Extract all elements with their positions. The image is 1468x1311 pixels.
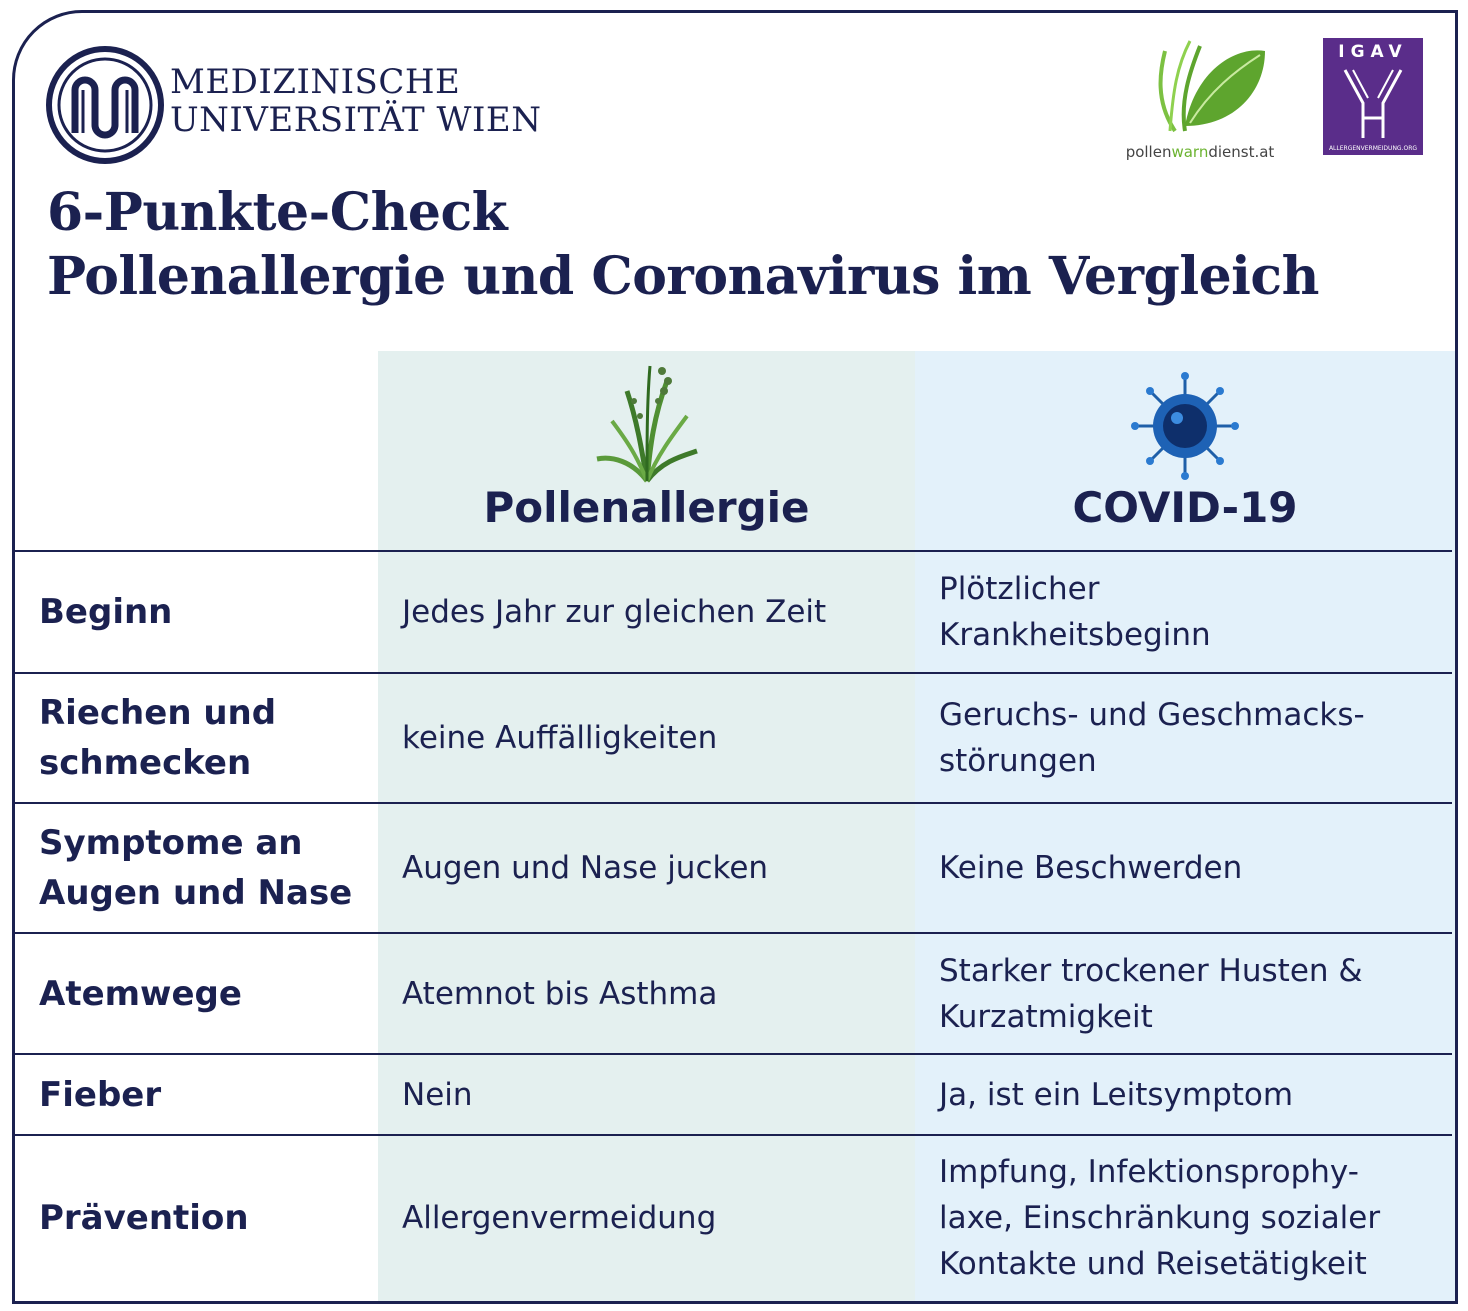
column-header-covid-label: COVID-19 (1072, 483, 1298, 532)
pollen-cell: keine Auffälligkeiten (378, 673, 915, 803)
pollen-suffix: dienst.at (1208, 143, 1275, 161)
page-title (47, 181, 1319, 309)
covid-cell-line1: Impfung, Infektionsprophy- (939, 1154, 1359, 1190)
row-label-line1: Atemwege (39, 973, 242, 1014)
row-label-line1: Riechen und (39, 693, 277, 733)
university-name (170, 63, 541, 139)
university-name-line2: UNIVERSITÄT WIEN (170, 100, 542, 140)
covid-cell (915, 1135, 1452, 1300)
pollen-cell: Augen und Nase jucken (378, 803, 915, 933)
column-header-covid (915, 351, 1455, 551)
igav-title: IGAV (1338, 42, 1408, 62)
covid-cell-line1: Geruchs- und Geschmacks- (939, 697, 1365, 733)
row-label-line2: Augen und Nase (39, 873, 353, 913)
table-row (15, 1054, 1452, 1135)
pollen-prefix: pollen (1125, 143, 1172, 161)
pollenwarndienst-logo (1115, 31, 1285, 166)
covid-cell-line2: laxe, Einschränkung sozialer (939, 1200, 1381, 1236)
table-row (15, 803, 1452, 933)
row-label (15, 1054, 378, 1135)
column-header-pollen (378, 351, 915, 551)
covid-cell (915, 1054, 1452, 1135)
row-label-line2: schmecken (39, 743, 252, 783)
covid-cell-line3: Kontakte und Reisetätigkeit (939, 1246, 1367, 1282)
row-label-line1: Symptome an (39, 823, 303, 863)
row-label (15, 551, 378, 673)
table-row (15, 1135, 1452, 1300)
table-row (15, 551, 1452, 673)
covid-cell-line1: Starker trockener Husten & (939, 952, 1363, 989)
pollen-cell: Allergenvermeidung (378, 1135, 915, 1300)
igav-subtitle: ALLERGENVERMEIDUNG.ORG (1328, 145, 1418, 152)
pollen-cell: Jedes Jahr zur gleichen Zeit (378, 551, 915, 673)
igav-logo (1323, 38, 1423, 155)
covid-cell (915, 673, 1452, 803)
comparison-table (15, 550, 1452, 1300)
grass-plant-icon (592, 361, 702, 486)
title-line1: 6-Punkte-Check (47, 182, 508, 243)
pollen-cell: Atemnot bis Asthma (378, 933, 915, 1054)
table-row (15, 933, 1452, 1054)
covid-cell (915, 933, 1452, 1054)
covid-cell-line2: störungen (939, 743, 1097, 779)
table-row (15, 673, 1452, 803)
covid-cell-line2: Kurzatmigkeit (939, 998, 1153, 1035)
pollenwarndienst-label (1115, 143, 1285, 161)
row-label (15, 933, 378, 1054)
covid-cell-line2: Krankheitsbeginn (939, 617, 1211, 653)
covid-cell (915, 551, 1452, 673)
covid-cell-line1: Keine Beschwerden (939, 850, 1243, 886)
university-name-line1: MEDIZINISCHE (170, 62, 461, 102)
infographic-frame (12, 10, 1458, 1304)
row-label (15, 673, 378, 803)
header (15, 13, 1455, 353)
leaf-icon (1115, 31, 1285, 141)
pollen-cell: Nein (378, 1054, 915, 1135)
covid-cell (915, 803, 1452, 933)
covid-cell-line1: Plötzlicher (939, 571, 1100, 607)
row-label-line1: Beginn (39, 592, 173, 632)
row-label (15, 803, 378, 933)
antibody-icon (1323, 58, 1423, 148)
row-label-line1: Fieber (39, 1074, 162, 1115)
row-label-line1: Prävention (39, 1198, 249, 1238)
coronavirus-icon (1130, 371, 1240, 481)
title-line2: Pollenallergie und Coronavirus im Vergleich (47, 246, 1319, 307)
column-header-pollen-label: Pollenallergie (483, 483, 810, 532)
covid-cell-line1: Ja, ist ein Leitsymptom (939, 1076, 1294, 1113)
pollen-highlight: warn (1171, 143, 1209, 161)
row-label (15, 1135, 378, 1300)
muw-logo-icon (45, 45, 165, 165)
